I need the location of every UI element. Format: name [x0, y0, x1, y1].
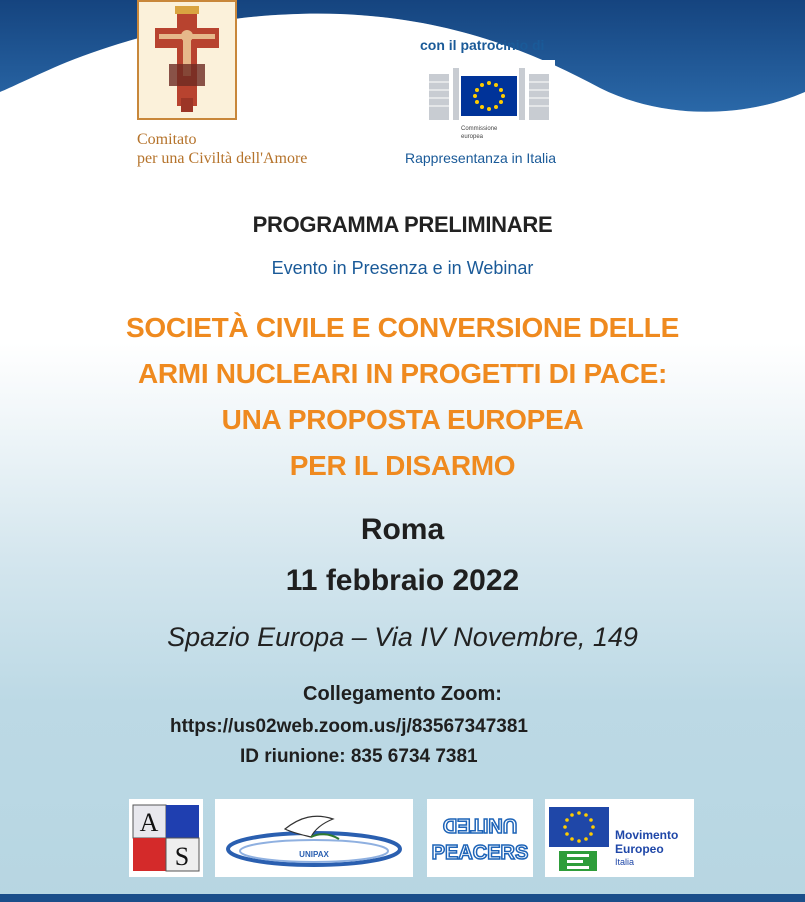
- zoom-link[interactable]: https://us02web.zoom.us/j/83567347381: [170, 716, 528, 737]
- sponsor-united-peacers-logo: [427, 799, 533, 877]
- eu-representation: Rappresentanza in Italia: [405, 150, 556, 166]
- eu-commission-logo: [423, 60, 555, 148]
- sponsor-as-logo: [129, 799, 203, 877]
- event-date: 11 febbraio 2022: [285, 564, 520, 597]
- unipax-text: UNIPAX: [299, 850, 329, 859]
- patronage-label: con il patrocinio di: [420, 37, 545, 53]
- event-type: Evento in Presenza e in Webinar: [271, 258, 534, 278]
- bottom-bar: [0, 894, 805, 902]
- header-wave: [0, 0, 805, 130]
- event-venue: Spazio Europa – Via IV Novembre, 149: [167, 622, 638, 652]
- event-title-line-3: UNA PROPOSTA EUROPEA: [221, 404, 584, 435]
- united-text: UNITED: [442, 814, 518, 836]
- event-title-line-2: ARMI NUCLEARI IN PROGETTI DI PACE:: [137, 358, 668, 389]
- zoom-meeting-id: ID riunione: 835 6734 7381: [240, 746, 478, 767]
- peacers-text: PEACERS: [431, 842, 529, 864]
- movimento-line-2: Europeo: [615, 842, 664, 856]
- organizer-line-2: per una Civiltà dell'Amore: [137, 150, 308, 167]
- as-letter-a: A: [139, 808, 159, 837]
- eu-logo-line-1: Commissione: [461, 126, 498, 132]
- sponsor-unipax-logo: [215, 799, 413, 877]
- zoom-heading: Collegamento Zoom:: [303, 683, 502, 705]
- event-title-line-1: SOCIETÀ CIVILE E CONVERSIONE DELLE: [126, 312, 679, 343]
- as-letter-s: S: [174, 842, 190, 871]
- event-city: Roma: [360, 513, 445, 546]
- organizer-logo: [137, 0, 237, 120]
- organizer-line-1: Comitato: [137, 131, 197, 148]
- cross-icon: [139, 2, 235, 118]
- event-title-line-4: PER IL DISARMO: [289, 450, 516, 481]
- eu-logo-line-2: europea: [461, 134, 484, 140]
- movimento-line-3: Italia: [615, 857, 635, 867]
- organizer-name: [137, 130, 307, 168]
- sponsor-movimento-europeo-logo: [545, 799, 694, 877]
- movimento-line-1: Movimento: [615, 828, 679, 842]
- program-label: PROGRAMMA PRELIMINARE: [252, 212, 553, 237]
